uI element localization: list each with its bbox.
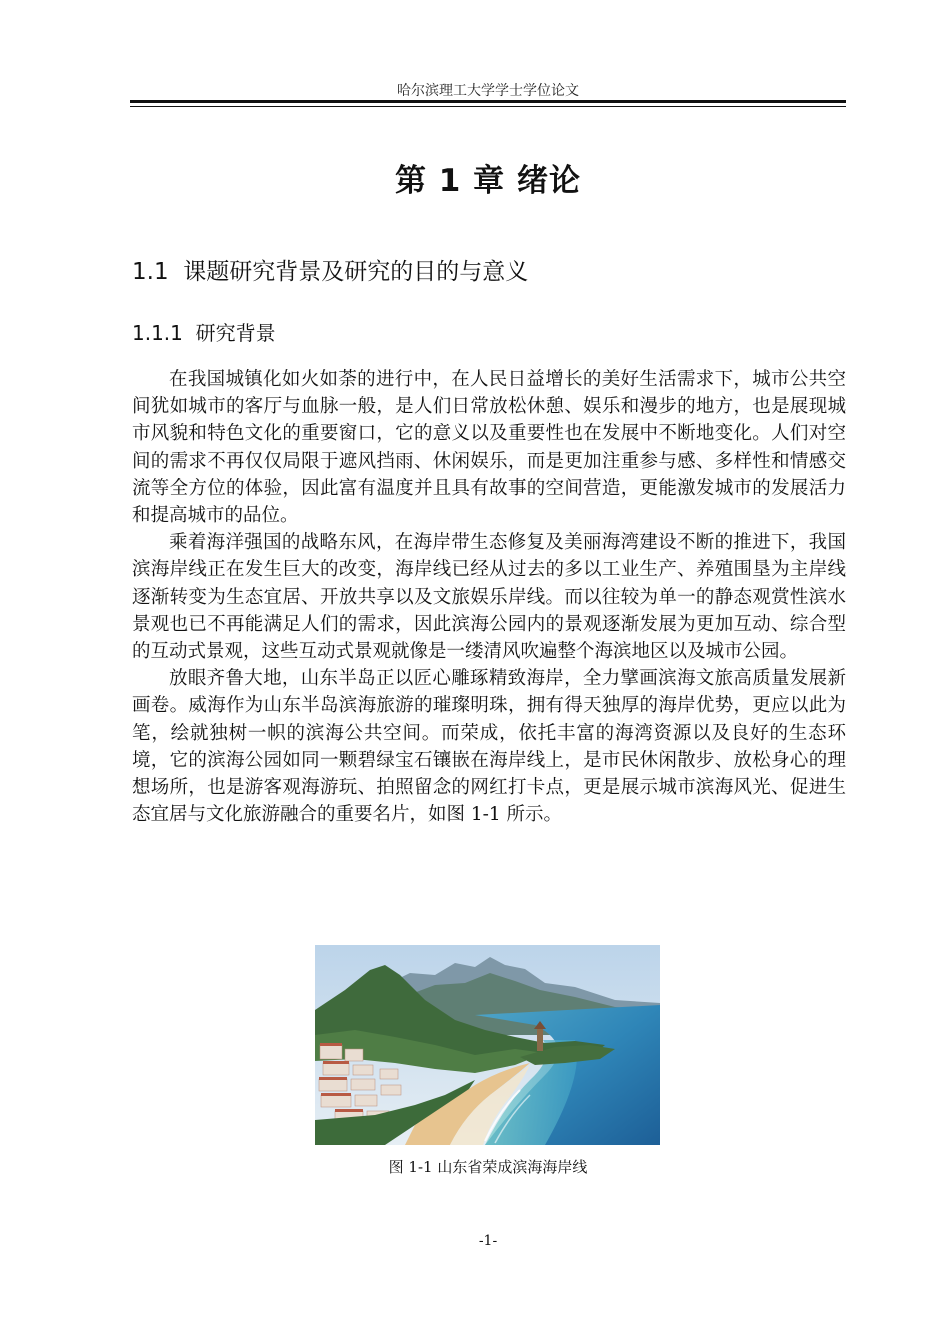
running-header: 哈尔滨理工大学学士学位论文 <box>397 83 579 99</box>
subsection-title: 研究背景 <box>195 321 276 345</box>
section-number: 1.1 <box>132 259 169 285</box>
paragraph-1: 在我国城镇化如火如荼的进行中，在人民日益增长的美好生活需求下，城市公共空间犹如城市的客厅与血脉一般，是人们日常放松休憩、娱乐和漫步的地方，也是展现城市风貌和特色文化的重要窗口，它的意义以及重要性也在发展中不断地变化。人们对空间的需求不再仅仅局限于遮风挡雨、休闲娱乐，而是更加注重参与感、多样性和情感交流等全方位的体验，因此富有温度并且具有故事的空间营造，更能激发城市的发展活力和提高城市的品位。 <box>132 369 846 527</box>
header-rule-thick <box>130 100 846 103</box>
paragraph-2: 乘着海洋强国的战略东风，在海岸带生态修复及美丽海湾建设不断的推进下，我国滨海岸线正在发生巨大的改变，海岸线已经从过去的多以工业生产、养殖围垦为主岸线逐渐转变为生态宜居、开放共享以及文旅娱乐岸线。而以往较为单一的静态观赏性滨水景观也已不再能满足人们的需求，因此滨海公园内的景观逐渐发展为更加互动、综合型的互动式景观，这些互动式景观就像是一缕清风吹遍整个海滨地区以及城市公园。 <box>132 532 846 663</box>
section-heading <box>132 253 528 286</box>
figure-caption: 图 1-1 山东省荣成滨海海岸线 <box>388 1158 588 1176</box>
header-rule-thin <box>130 106 846 107</box>
section-title: 课题研究背景及研究的目的与意义 <box>183 259 529 285</box>
subsection-number: 1.1.1 <box>132 321 183 345</box>
page-number: -1- <box>478 1233 498 1249</box>
chapter-title: 第 1 章 绪论 <box>395 163 581 199</box>
subsection-heading <box>132 317 276 346</box>
body-text <box>132 366 846 828</box>
coastline-photo <box>315 945 660 1145</box>
paragraph-3: 放眼齐鲁大地，山东半岛正以匠心雕琢精致海岸，全力擘画滨海文旅高质量发展新画卷。威海作为山东半岛滨海旅游的璀璨明珠，拥有得天独厚的海岸优势，更应以此为笔，绘就独树一帜的滨海公共空间。而荣成，依托丰富的海湾资源以及良好的生态环境，它的滨海公园如同一颗碧绿宝石镶嵌在海岸线上，是市民休闲散步、放松身心的理想场所，也是游客观海游玩、拍照留念的网红打卡点，更是展示城市滨海风光、促进生态宜居与文化旅游融合的重要名片，如图 1-1 所示。 <box>132 668 846 826</box>
